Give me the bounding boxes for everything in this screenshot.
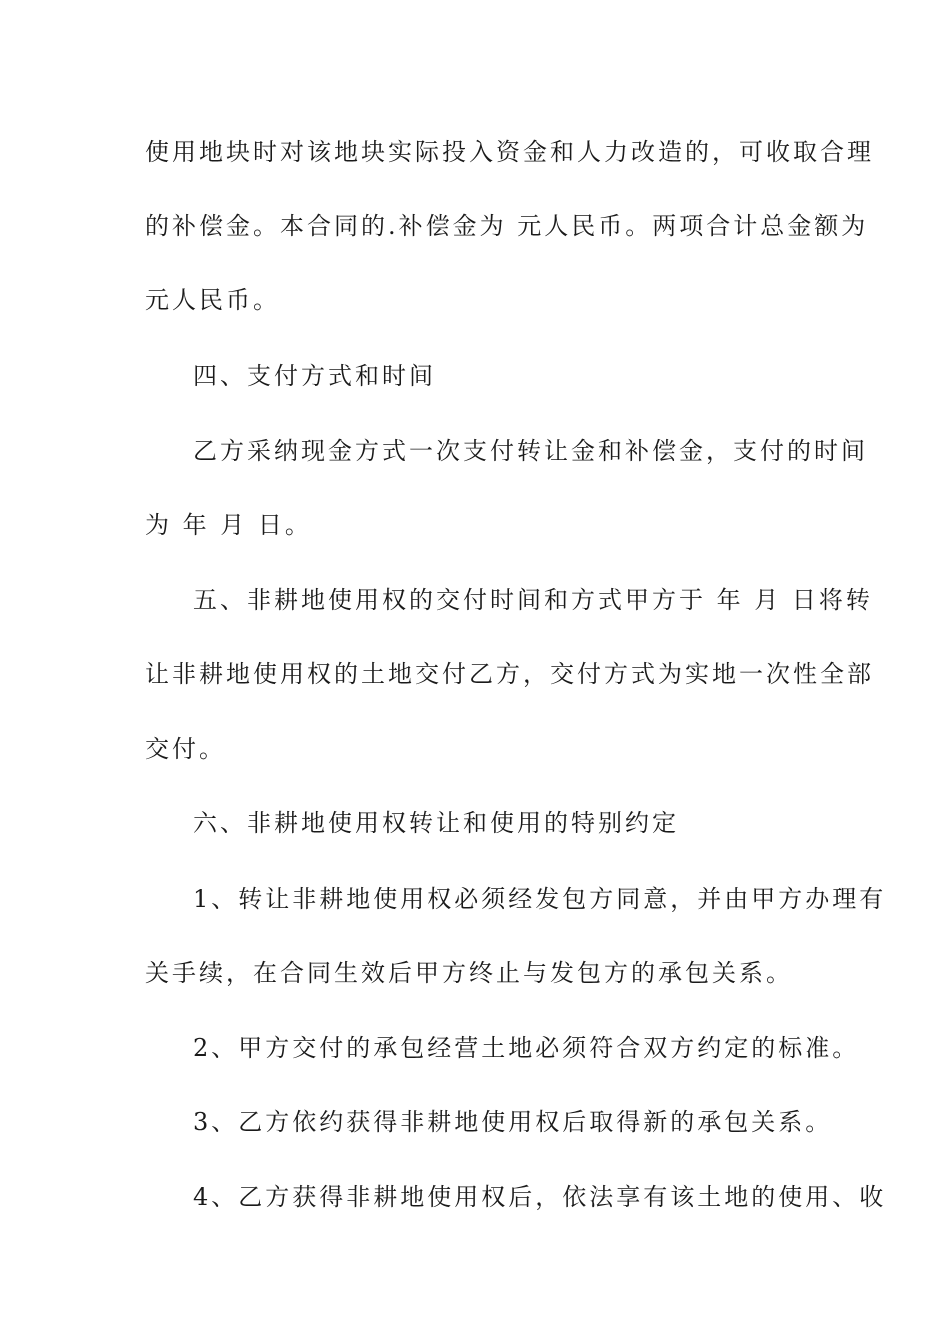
paragraph-line: 使用地块时对该地块实际投入资金和人力改造的，可收取合理	[145, 138, 874, 166]
list-item: 4、乙方获得非耕地使用权后，依法享有该土地的使用、收	[193, 1183, 887, 1211]
section-heading: 五、非耕地使用权的交付时间和方式甲方于 年 月 日将转	[193, 586, 873, 614]
paragraph-line: 乙方采纳现金方式一次支付转让金和补偿金，支付的时间	[193, 437, 868, 465]
list-item: 2、甲方交付的承包经营土地必须符合双方约定的标准。	[193, 1034, 860, 1062]
paragraph-line: 交付。	[145, 735, 226, 763]
paragraph-line: 的补偿金。本合同的.补偿金为 元人民币。两项合计总金额为	[145, 212, 869, 240]
paragraph-line: 为 年 月 日。	[145, 511, 312, 539]
list-item: 3、乙方依约获得非耕地使用权后取得新的承包关系。	[193, 1108, 833, 1136]
paragraph-line: 关手续，在合同生效后甲方终止与发包方的承包关系。	[145, 959, 793, 987]
list-item: 1、转让非耕地使用权必须经发包方同意，并由甲方办理有	[193, 885, 887, 913]
paragraph-line: 让非耕地使用权的土地交付乙方，交付方式为实地一次性全部	[145, 660, 874, 688]
paragraph-line: 元人民币。	[145, 286, 280, 314]
section-heading: 六、非耕地使用权转让和使用的特别约定	[193, 809, 679, 837]
section-heading: 四、支付方式和时间	[193, 362, 436, 390]
